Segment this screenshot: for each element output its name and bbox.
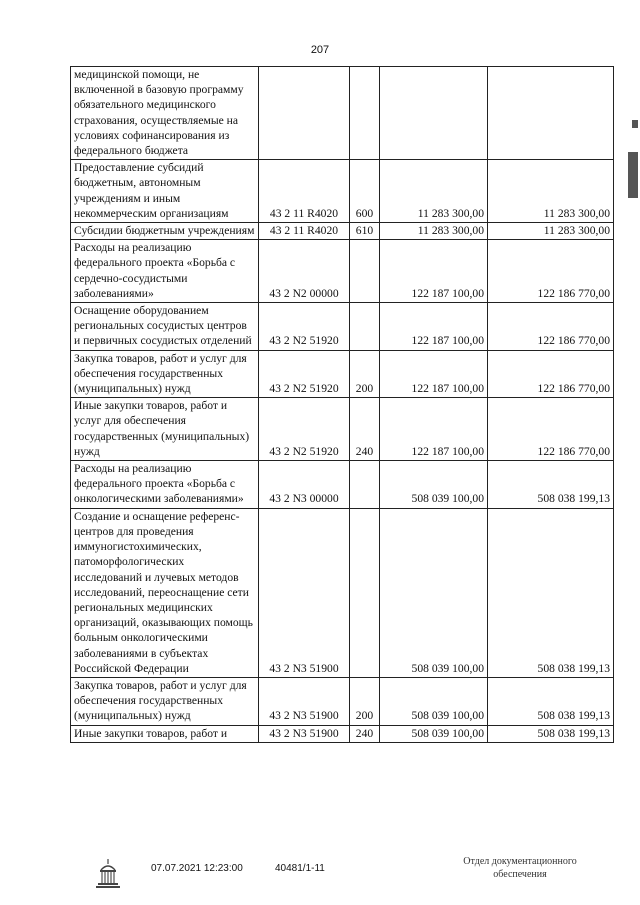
row-target-code: 43 2 N3 51900	[259, 677, 350, 725]
budget-table-body	[71, 67, 614, 743]
row-target-code	[259, 67, 350, 160]
table-row	[71, 461, 614, 509]
table-row	[71, 508, 614, 677]
row-expense-type: 600	[350, 160, 380, 223]
row-planned-amount	[380, 67, 488, 160]
row-expense-type	[350, 67, 380, 160]
page-footer	[0, 855, 640, 905]
row-target-code: 43 2 11 R4020	[259, 223, 350, 240]
table-row	[71, 350, 614, 398]
row-actual-amount	[488, 67, 614, 160]
row-planned-amount: 508 039 100,00	[380, 461, 488, 509]
row-actual-amount: 11 283 300,00	[488, 223, 614, 240]
row-actual-amount: 508 038 199,13	[488, 461, 614, 509]
row-target-code: 43 2 N3 00000	[259, 461, 350, 509]
row-expense-type: 240	[350, 398, 380, 461]
stamp-line-2: обеспечения	[493, 869, 547, 880]
row-planned-amount: 508 039 100,00	[380, 725, 488, 742]
table-row	[71, 398, 614, 461]
row-actual-amount: 508 038 199,13	[488, 508, 614, 677]
table-row	[71, 223, 614, 240]
row-planned-amount: 11 283 300,00	[380, 160, 488, 223]
row-name: Создание и оснащение референс-центров для проведения иммуногистохимических, патоморфологических исследований и лучевых методов исследований, переоснащение сети региональных медицинских организаций, оказывающих помощь больным онкологическими заболеваниями в субъектах Российской Федерации	[71, 508, 259, 677]
row-name: Иные закупки товаров, работ и услуг для обеспечения государственных (муниципальных) нужд	[71, 398, 259, 461]
table-row	[71, 677, 614, 725]
row-name: Субсидии бюджетным учреждениям	[71, 223, 259, 240]
row-target-code: 43 2 N2 51920	[259, 350, 350, 398]
row-planned-amount: 122 187 100,00	[380, 398, 488, 461]
row-actual-amount: 508 038 199,13	[488, 725, 614, 742]
row-name: Предоставление субсидий бюджетным, автономным учреждениям и иным некоммерческим организациям	[71, 160, 259, 223]
footer-doc-number: 40481/1-11	[275, 863, 325, 874]
table-row	[71, 67, 614, 160]
row-planned-amount: 508 039 100,00	[380, 677, 488, 725]
row-expense-type	[350, 240, 380, 303]
row-target-code: 43 2 N3 51900	[259, 725, 350, 742]
row-expense-type	[350, 508, 380, 677]
row-target-code: 43 2 N2 51920	[259, 303, 350, 351]
row-name: Расходы на реализацию федерального проекта «Борьба с сердечно-сосудистыми заболеваниями»	[71, 240, 259, 303]
row-expense-type: 200	[350, 677, 380, 725]
row-name: Иные закупки товаров, работ и	[71, 725, 259, 742]
row-target-code: 43 2 N2 51920	[259, 398, 350, 461]
scan-edge-mark	[632, 120, 638, 128]
row-name: медицинской помощи, не включенной в базовую программу обязательного медицинского страхования, осуществляемые на условиях софинансирования из федерального бюджета	[71, 67, 259, 160]
row-planned-amount: 122 187 100,00	[380, 303, 488, 351]
department-stamp	[435, 855, 605, 881]
row-actual-amount: 122 186 770,00	[488, 303, 614, 351]
page-number: 207	[310, 44, 330, 56]
row-planned-amount: 122 187 100,00	[380, 350, 488, 398]
building-emblem-icon	[95, 857, 121, 891]
scan-edge-mark	[628, 152, 638, 198]
row-expense-type: 610	[350, 223, 380, 240]
row-expense-type	[350, 461, 380, 509]
table-row	[71, 725, 614, 742]
budget-table	[70, 66, 614, 743]
row-planned-amount: 508 039 100,00	[380, 508, 488, 677]
row-name: Закупка товаров, работ и услуг для обеспечения государственных (муниципальных) нужд	[71, 677, 259, 725]
row-actual-amount: 122 186 770,00	[488, 350, 614, 398]
row-target-code: 43 2 N3 51900	[259, 508, 350, 677]
stamp-line-1: Отдел документационного	[463, 856, 577, 867]
row-target-code: 43 2 N2 00000	[259, 240, 350, 303]
row-planned-amount: 122 187 100,00	[380, 240, 488, 303]
row-actual-amount: 11 283 300,00	[488, 160, 614, 223]
table-row	[71, 240, 614, 303]
row-expense-type: 200	[350, 350, 380, 398]
row-expense-type: 240	[350, 725, 380, 742]
row-planned-amount: 11 283 300,00	[380, 223, 488, 240]
row-name: Закупка товаров, работ и услуг для обеспечения государственных (муниципальных) нужд	[71, 350, 259, 398]
table-row	[71, 160, 614, 223]
row-actual-amount: 122 186 770,00	[488, 398, 614, 461]
row-expense-type	[350, 303, 380, 351]
row-name: Оснащение оборудованием региональных сосудистых центров и первичных сосудистых отделений	[71, 303, 259, 351]
row-target-code: 43 2 11 R4020	[259, 160, 350, 223]
row-name: Расходы на реализацию федерального проекта «Борьба с онкологическими заболеваниями»	[71, 461, 259, 509]
table-row	[71, 303, 614, 351]
row-actual-amount: 508 038 199,13	[488, 677, 614, 725]
row-actual-amount: 122 186 770,00	[488, 240, 614, 303]
footer-datetime: 07.07.2021 12:23:00	[151, 863, 243, 874]
